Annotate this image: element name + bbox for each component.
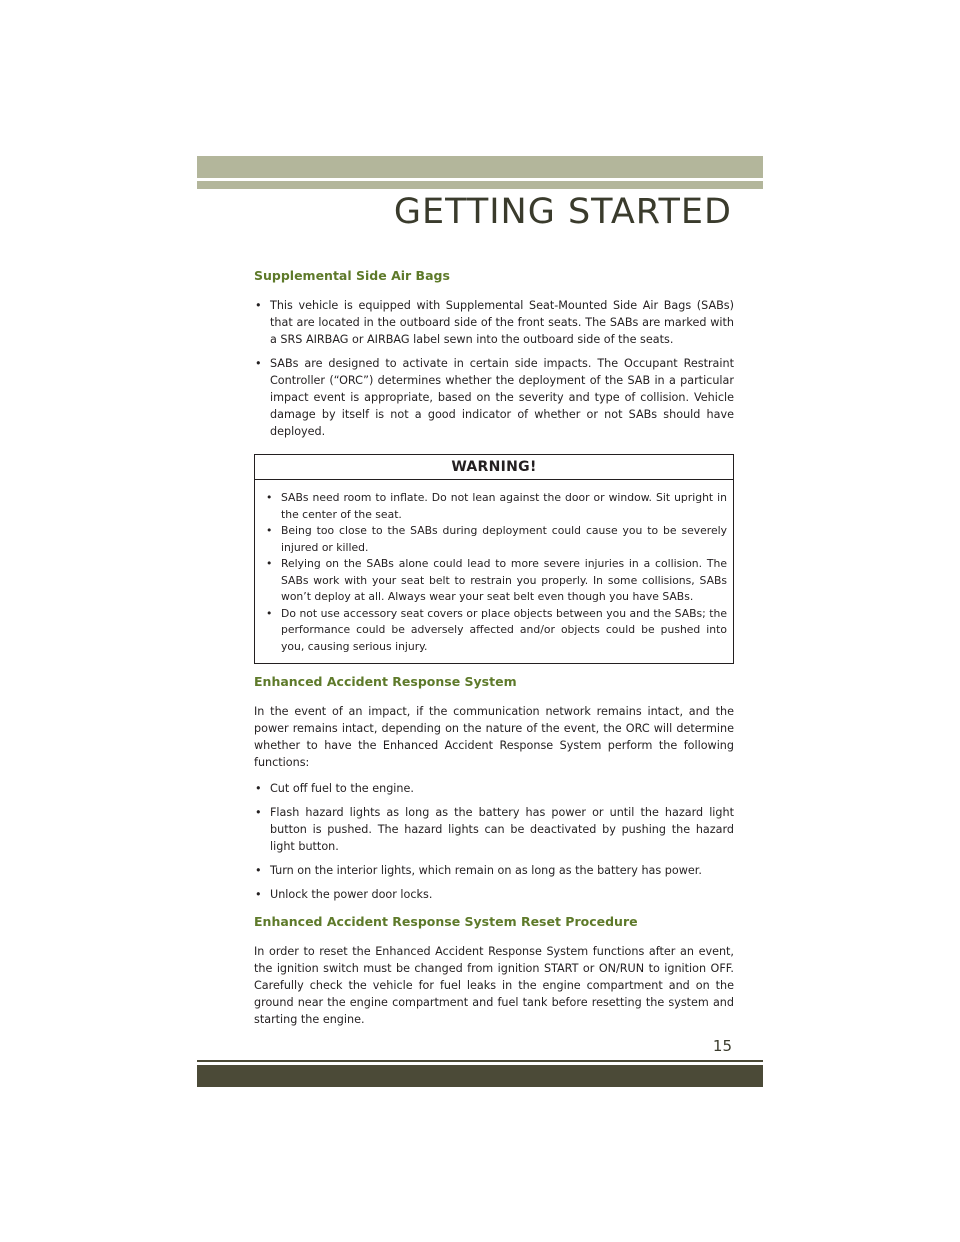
page-number: 15 <box>712 1037 732 1055</box>
list-item: • SABs are designed to activate in certain side impacts. The Occupant Restraint Controller (“ORC”) determines whether the deployment of the SAB in a particular impact event is appropriate, based on the severity and type of collision. Vehicle damage by itself is not a good indicator of whether or not SABs should have deployed. <box>254 355 734 440</box>
list-item: • Flash hazard lights as long as the battery has power or until the hazard light button is pushed. The hazard lights can be deactivated by pushing the hazard light button. <box>254 804 734 855</box>
page-content <box>254 266 734 1037</box>
list-item: • Turn on the interior lights, which remain on as long as the battery has power. <box>254 862 734 879</box>
warning-item: • SABs need room to inflate. Do not lean against the door or window. Sit upright in the center of the seat. <box>265 490 727 523</box>
footer-bar <box>197 1065 763 1087</box>
footer-line <box>197 1060 763 1062</box>
header-bar <box>197 156 763 178</box>
warning-item: • Relying on the SABs alone could lead to more severe injuries in a collision. The SABs work with your seat belt to restrain you properly. In some collisions, SABs won’t deploy at all. Always wear your seat belt even though you have SABs. <box>265 556 727 606</box>
header-bar-thin <box>197 181 763 189</box>
warning-item: • Do not use accessory seat covers or place objects between you and the SABs; the performance could be adversely affected and/or objects could be pushed into you, causing serious injury. <box>265 606 727 656</box>
warning-item: • Being too close to the SABs during deployment could cause you to be severely injured or killed. <box>265 523 727 556</box>
warning-title: WARNING! <box>255 455 733 480</box>
side-air-bags-heading: Supplemental Side Air Bags <box>254 268 450 283</box>
list-item: • Unlock the power door locks. <box>254 886 734 903</box>
warning-box <box>254 454 734 664</box>
list-item: • Cut off fuel to the engine. <box>254 780 734 797</box>
accident-response-heading: Enhanced Accident Response System <box>254 674 517 689</box>
list-item: • This vehicle is equipped with Supplemental Seat-Mounted Side Air Bags (SABs) that are located in the outboard side of the front seats. The SABs are marked with a SRS AIRBAG or AIRBAG label sewn into the outboard side of the seats. <box>254 297 734 348</box>
accident-response-intro: In the event of an impact, if the communication network remains intact, and the power remains intact, depending on the nature of the event, the ORC will determine whether to have the Enhanced Accident Response System perform the following functions: <box>254 705 734 769</box>
side-air-bags-list <box>254 297 734 440</box>
warning-list <box>255 480 733 663</box>
reset-procedure-heading: Enhanced Accident Response System Reset Procedure <box>254 914 638 929</box>
reset-procedure-body: In order to reset the Enhanced Accident Response System functions after an event, the ignition switch must be changed from ignition START or ON/RUN to ignition OFF. Carefully check the vehicle for fuel leaks in the engine compartment and on the ground near the engine compartment and fuel tank before resetting the system and starting the engine. <box>254 945 734 1026</box>
section-title: GETTING STARTED <box>393 192 732 232</box>
accident-response-list <box>254 780 734 903</box>
